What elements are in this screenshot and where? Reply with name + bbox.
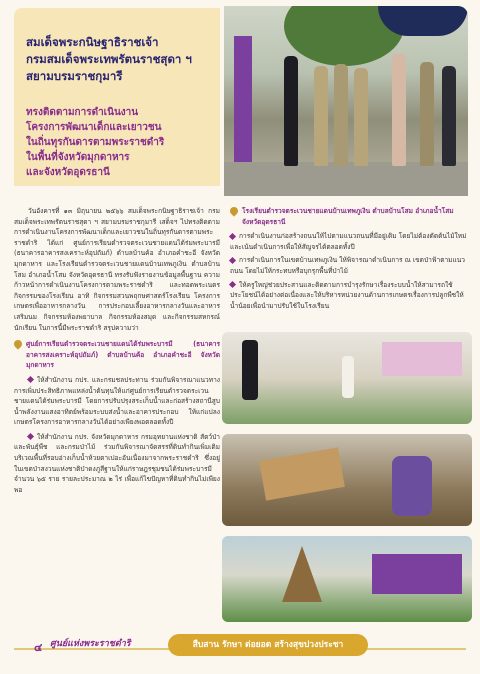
page-number: ๔	[34, 641, 43, 654]
headline-line: สยามบรมราชกุมารี	[26, 69, 123, 83]
location-heading: ศูนย์การเรียนตำรวจตระเวนชายแดนได้ร่มพระบารมี (ธนาคารอาคารสงเคราะห์อุปถัมภ์) ตำบลบ้านค้อ อำเภอคำชะอี จังหวัดมุกดาหาร	[14, 339, 220, 371]
headline-line: กรมสมเด็จพระเทพรัตนราชสุดา ฯ	[26, 52, 192, 66]
photo-classroom	[222, 332, 472, 424]
page-footer	[0, 630, 480, 666]
person-figure	[314, 66, 328, 166]
person-figure	[392, 456, 432, 516]
map-pin-icon	[12, 338, 23, 349]
bullet-item: การดำเนินงานก่อสร้างถนนให้ไปตามแนวถนนที่มีอยู่เดิม โดยไม่ต้องตัดต้นไม้ใหม่ และเน้นดำเนินการเพื่อให้สัญจรได้ตลอดทั้งปี	[230, 232, 467, 251]
headline-box	[14, 8, 220, 186]
diamond-bullet-icon	[27, 376, 34, 383]
woven-mat	[259, 447, 345, 500]
slogan-badge: สืบสาน รักษา ต่อยอด สร้างสุขปวงประชา	[168, 634, 368, 656]
subheadline-line: ในถิ่นทุรกันดารตามพระราชดำริ	[26, 137, 165, 148]
publication-logo: ศูนย์แห่งพระราชดำริ	[50, 639, 131, 649]
person-figure	[242, 340, 258, 400]
subheadline-line: ในพื้นที่จังหวัดมุกดาหาร	[26, 152, 130, 163]
paragraph: ให้สำนักงาน กปร. จังหวัดมุกดาหาร กรมอุทยานแห่งชาติ สัตว์ป่า และพันธุ์พืช และกรมป่าไม้ ร่วมกันพิจารณาจัดสรรที่ดินทำกินเพิ่มเติมบริเวณพื้นที่รอบอ่างเก็บน้ำห้วยตาเปอะอันเนื่องมาจากพระราชดำริ ซึ่งอยู่ในเขตป่าสงวนแห่งชาติป่าดงภูสีฐานให้แก่ราษฎรชุมชนได้ร่มพระบารมี จำนวน ๖๕ ราย รายละประมาณ ๒ ไร่ เพื่อแก้ไขปัญหาที่ดินทำกินไม่เพียงพอ	[14, 432, 220, 494]
right-column	[230, 206, 468, 314]
person-figure	[442, 66, 456, 166]
person-figure	[420, 62, 434, 166]
subheadline-line: โครงการพัฒนาเด็กและเยาวชน	[26, 122, 162, 133]
photo-weaving	[222, 434, 472, 526]
diamond-bullet-icon	[27, 433, 34, 440]
main-photo	[224, 6, 468, 196]
headline	[26, 34, 210, 85]
hut-roof	[282, 546, 322, 602]
wall-poster	[382, 342, 462, 376]
photo-garden	[222, 536, 472, 622]
diamond-bullet-icon	[229, 257, 236, 264]
paragraph: วันอังคารที่ ๑๓ มิถุนายน ๒๕๖๖ สมเด็จพระกนิษฐาธิราชเจ้า กรมสมเด็จพระเทพรัตนราชสุดา ฯ สยามบรมราชกุมารี เสด็จฯ ไปทรงติดตามการดำเนินงานโครงการพัฒนาเด็กและเยาวชนในถิ่นทุรกันดารตามพระราชดำริ ได้แก่ ศูนย์การเรียนตำรวจตระเวนชายแดนได้ร่มพระบารมี (ธนาคารอาคารสงเคราะห์อุปถัมภ์) ตำบลบ้านค้อ อำเภอคำชะอี จังหวัดมุกดาหาร และโรงเรียนตำรวจตระเวนชายแดนบ้านเทพภูเงิน ตำบลบ้านโสม อำเภอน้ำโสม จังหวัดอุดรธานี ทรงรับฟังรายงานข้อมูลพื้นฐาน ความก้าวหน้าการดำเนินงานโครงการตามพระราชดำริ และทอดพระเนตรกิจกรรมของโรงเรียน อาทิ กิจกรรมสวนพฤกษศาสตร์โรงเรียน โครงการเกษตรเพื่ออาหารกลางวัน การประกอบเลี้ยงอาหารกลางวันและอาหารเสริมนม กิจกรรมห้องพยาบาล กิจกรรมห้องสมุด และกิจกรรมสหกรณ์นักเรียน ในการนี้มีพระราชดำริ สรุปความว่า	[14, 207, 220, 332]
paragraph: ให้สำนักงาน กปร. และกรมชลประทาน ร่วมกันพิจารณาแนวทางการเพิ่มประสิทธิภาพแหล่งน้ำต้นทุนให้แก่ศูนย์การเรียนตำรวจตระเวนชายแดนได้ร่มพระบารมี โดยการปรับปรุงสระเก็บน้ำและก่อสร้างสถานีสูบน้ำพลังงานแสงอาทิตย์พร้อมระบบส่งน้ำและอาคารประกอบ ให้แก่แปลงเกษตรโครงการอาหารกลางวันได้อย่างเพียงพอตลอดทั้งปี	[14, 375, 220, 427]
location-heading: โรงเรียนตำรวจตระเวนชายแดนบ้านเทพภูเงิน ตำบลบ้านโสม อำเภอน้ำโสม จังหวัดอุดรธานี	[230, 206, 468, 227]
subheadline-line: ทรงติดตามการดำเนินงาน	[26, 107, 139, 118]
subheadline	[26, 105, 210, 180]
map-pin-icon	[228, 205, 239, 216]
bullet-item: ให้ครูใหญ่ช่วยประสานและติดตามการบำรุงรักษาเรื่องระบบน้ำให้สามารถใช้ประโยชน์ได้อย่างต่อเนื่องและให้บริหารหน่วยงานด้านการเกษตรเรื่องการปลูกพืชให้น้ำน้อยเพื่อนำมาปรับใช้ในโรงเรียน	[230, 280, 464, 310]
subheadline-line: และจังหวัดอุดรธานี	[26, 167, 110, 178]
diamond-bullet-icon	[229, 281, 236, 288]
road	[224, 162, 468, 196]
person-figure	[334, 64, 348, 166]
person-figure	[392, 54, 406, 166]
tent	[372, 554, 462, 594]
left-column	[14, 206, 220, 499]
diamond-bullet-icon	[229, 233, 236, 240]
umbrella	[378, 6, 468, 36]
person-figure	[284, 56, 298, 166]
person-figure	[342, 356, 354, 398]
headline-line: สมเด็จพระกนิษฐาธิราชเจ้า	[26, 35, 159, 49]
person-figure	[354, 68, 368, 166]
bullet-item: การดำเนินการในเขตบ้านเทพภูเงิน ให้พิจารณาดำเนินการ ณ เขตป่าฟ้าตามแนวถนน โดยไม่ให้กระทบหรือบุกรุกพื้นที่ป่าไม้	[230, 256, 465, 275]
